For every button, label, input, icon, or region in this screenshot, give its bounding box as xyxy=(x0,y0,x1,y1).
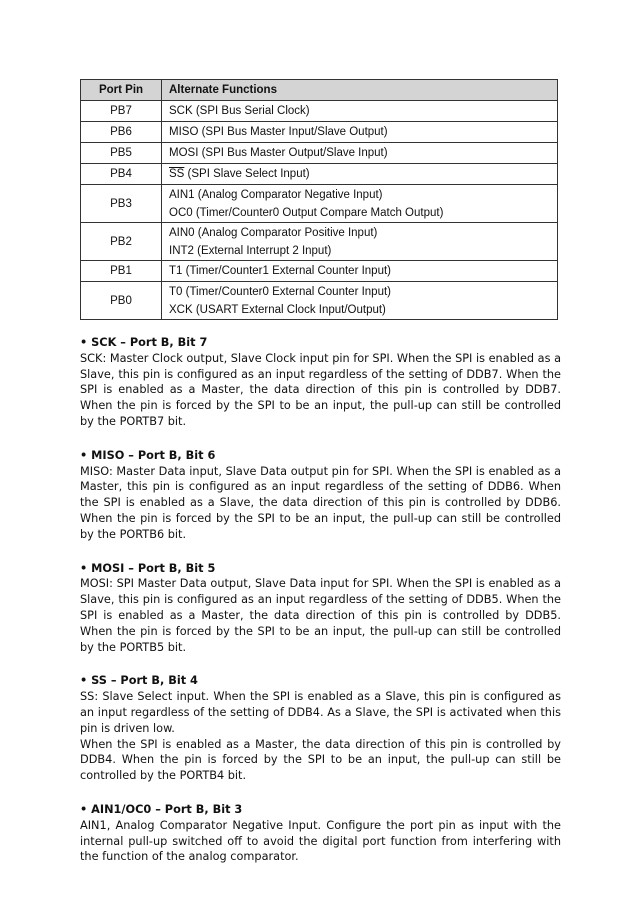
pin-cell: PB1 xyxy=(81,261,162,282)
function-cell xyxy=(162,223,558,261)
section-miso xyxy=(80,448,561,543)
function-cell xyxy=(162,282,558,320)
table-row xyxy=(81,261,558,282)
section-heading: • SCK – Port B, Bit 7 xyxy=(80,336,208,349)
pin-cell: PB3 xyxy=(81,185,162,223)
function-line: T0 (Timer/Counter0 External Counter Input) xyxy=(169,285,391,298)
function-line: XCK (USART External Clock Input/Output) xyxy=(169,303,386,316)
function-cell xyxy=(162,164,558,185)
function-line: SCK (SPI Bus Serial Clock) xyxy=(169,105,310,117)
table-row xyxy=(81,101,558,122)
table-row xyxy=(81,223,558,261)
table-header-row xyxy=(81,80,558,101)
pin-cell: PB2 xyxy=(81,223,162,261)
port-b-alternate-functions-table xyxy=(80,79,558,320)
table-row xyxy=(81,122,558,143)
function-line: MISO (SPI Bus Master Input/Slave Output) xyxy=(169,126,388,138)
section-heading: • MOSI – Port B, Bit 5 xyxy=(80,561,216,575)
section-paragraph: AIN1, Analog Comparator Negative Input. Configure the port pin as input with the internal pull-up switched off to avoid the digital port function from interfering with the function of the analog comparator. xyxy=(80,818,561,864)
function-line: AIN1 (Analog Comparator Negative Input) xyxy=(169,188,383,201)
section-sck xyxy=(80,335,561,430)
table-row xyxy=(81,282,558,320)
function-line: MOSI (SPI Bus Master Output/Slave Input) xyxy=(169,147,388,159)
section-heading: • SS – Port B, Bit 4 xyxy=(80,674,198,688)
function-cell xyxy=(162,101,558,122)
function-cell xyxy=(162,185,558,223)
pin-cell: PB0 xyxy=(81,282,162,320)
section-ain1-oc0 xyxy=(80,802,561,865)
section-paragraph: SCK: Master Clock output, Slave Clock input pin for SPI. When the SPI is enabled as a Slave, this pin is configured as an input regardless of the setting of DDB7. When the SPI is enabled as a Master, the data direction of this pin is controlled by DDB7. When the pin is forced by the SPI to be an input, the pull-up can still be controlled by the PORTB7 bit. xyxy=(80,351,561,428)
function-cell xyxy=(162,261,558,282)
section-ss xyxy=(80,673,561,784)
pin-cell: PB5 xyxy=(81,143,162,164)
section-mosi xyxy=(80,561,561,656)
table-row xyxy=(81,164,558,185)
header-alternate-functions: Alternate Functions xyxy=(162,80,558,101)
function-line: AIN0 (Analog Comparator Positive Input) xyxy=(169,226,378,239)
table-row xyxy=(81,143,558,164)
function-cell xyxy=(162,143,558,164)
pin-cell: PB6 xyxy=(81,122,162,143)
section-heading: • MISO – Port B, Bit 6 xyxy=(80,448,216,462)
section-heading: • AIN1/OC0 – Port B, Bit 3 xyxy=(80,802,243,816)
section-paragraph: When the SPI is enabled as a Master, the data direction of this pin is controlled by DDB4. When the pin is forced by the SPI to be an input, the pull-up can still be controlled by the PORTB4 bit. xyxy=(80,737,561,783)
function-cell xyxy=(162,122,558,143)
ss-overline-text: $\overline{SS}$ xyxy=(169,168,185,180)
header-port-pin: Port Pin xyxy=(81,80,162,101)
pin-cell: PB7 xyxy=(81,101,162,122)
function-line: INT2 (External Interrupt 2 Input) xyxy=(169,244,332,257)
section-paragraph: SS: Slave Select input. When the SPI is enabled as a Slave, this pin is configured as an input regardless of the setting of DDB4. As a Slave, the SPI is activated when this pin is driven low. xyxy=(80,690,561,735)
function-line: $\overline{SS}$ (SPI Slave Select Input) xyxy=(169,168,310,180)
body-text xyxy=(80,335,561,883)
table-row xyxy=(81,185,558,223)
pin-cell: PB4 xyxy=(81,164,162,185)
function-line: OC0 (Timer/Counter0 Output Compare Match Output) xyxy=(169,206,444,219)
section-paragraph: MOSI: SPI Master Data output, Slave Data input for SPI. When the SPI is enabled as a Slave, this pin is configured as an input regardless of the setting of DDB5. When the SPI is enabled as a Master, the data direction of this pin is controlled by DDB5. When the pin is forced by the SPI to be an input, the pull-up can still be controlled by the PORTB5 bit. xyxy=(80,577,561,654)
section-paragraph: MISO: Master Data input, Slave Data output pin for SPI. When the SPI is enabled as a Master, this pin is configured as an input regardless of the setting of DDB6. When the SPI is enabled as a Slave, the data direction of this pin is controlled by DDB6. When the pin is forced by the SPI to be an input, the pull-up can still be controlled by the PORTB6 bit. xyxy=(80,464,561,541)
function-line: T1 (Timer/Counter1 External Counter Input) xyxy=(169,265,391,277)
